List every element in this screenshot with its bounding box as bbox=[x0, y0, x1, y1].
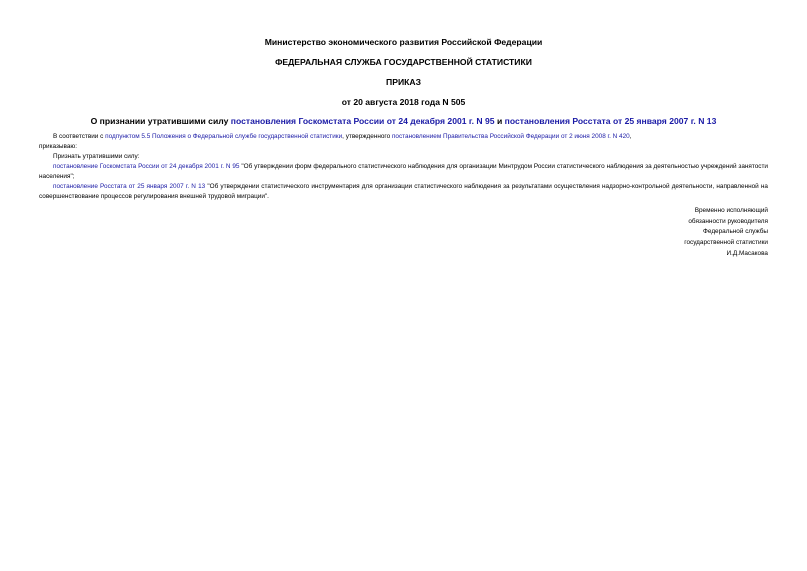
date-number-heading: от 20 августа 2018 года N 505 bbox=[341, 97, 466, 107]
title-link-goskomstat[interactable]: постановления Госкомстата России от 24 декабря 2001 г. N 95 bbox=[230, 116, 495, 126]
title-link-rosstat[interactable]: постановления Росстата от 25 января 2007 г. N 13 bbox=[504, 116, 717, 126]
service-heading: ФЕДЕРАЛЬНАЯ СЛУЖБА ГОСУДАРСТВЕННОЙ СТАТИСТИКИ bbox=[275, 57, 532, 67]
paragraph-recognize: Признать утратившими силу: bbox=[53, 153, 140, 160]
paragraph-item-2 bbox=[39, 182, 768, 202]
doc-type-heading: ПРИКАЗ bbox=[386, 77, 421, 87]
document-title bbox=[0, 116, 807, 127]
basis-text-a: В соответствии с bbox=[53, 133, 106, 140]
paragraph-order: приказываю: bbox=[39, 143, 77, 150]
signature-line-1: Временно исполняющий bbox=[694, 207, 768, 214]
title-prefix: О признании утратившими силу bbox=[90, 116, 231, 126]
item-1-link[interactable]: постановление Госкомстата России от 24 декабря 2001 г. N 95 bbox=[53, 163, 240, 170]
basis-link-regulation[interactable]: подпунктом 5.5 Положения о Федеральной службе государственной статистики bbox=[105, 133, 343, 140]
signature-line-4: государственной статистики bbox=[684, 239, 768, 247]
paragraph-item-1 bbox=[39, 162, 768, 182]
item-2-text: "Об утверждении статистического инструментария для организации статистического наблюдения за результатами осуществления надзорно-контрольной деятельности, направленной на совершенствование процессов регулирования внешней трудовой миграции". bbox=[39, 183, 768, 200]
ministry-heading: Министерство экономического развития Российской Федерации bbox=[264, 37, 543, 47]
signature-block bbox=[684, 206, 768, 260]
basis-link-government-decree[interactable]: постановлением Правительства Российской Федерации от 2 июня 2008 г. N 420 bbox=[391, 133, 630, 140]
signature-line-2: обязанности руководителя bbox=[688, 217, 768, 225]
basis-text-c: , bbox=[629, 133, 632, 140]
title-middle: и bbox=[494, 116, 505, 126]
document-body bbox=[39, 132, 768, 202]
paragraph-basis bbox=[39, 132, 768, 142]
signatory-name: И.Д.Масакова bbox=[726, 249, 768, 257]
item-2-link[interactable]: постановление Росстата от 25 января 2007 г. N 13 bbox=[53, 183, 206, 190]
basis-text-b: , утвержденного bbox=[342, 133, 392, 140]
signature-line-3: Федеральной службы bbox=[703, 228, 768, 236]
item-1-text: "Об утверждении форм федерального статистического наблюдения для организации Минтрудом России статистического наблюдения за деятельностью учреждений занятости населения"; bbox=[39, 163, 768, 180]
